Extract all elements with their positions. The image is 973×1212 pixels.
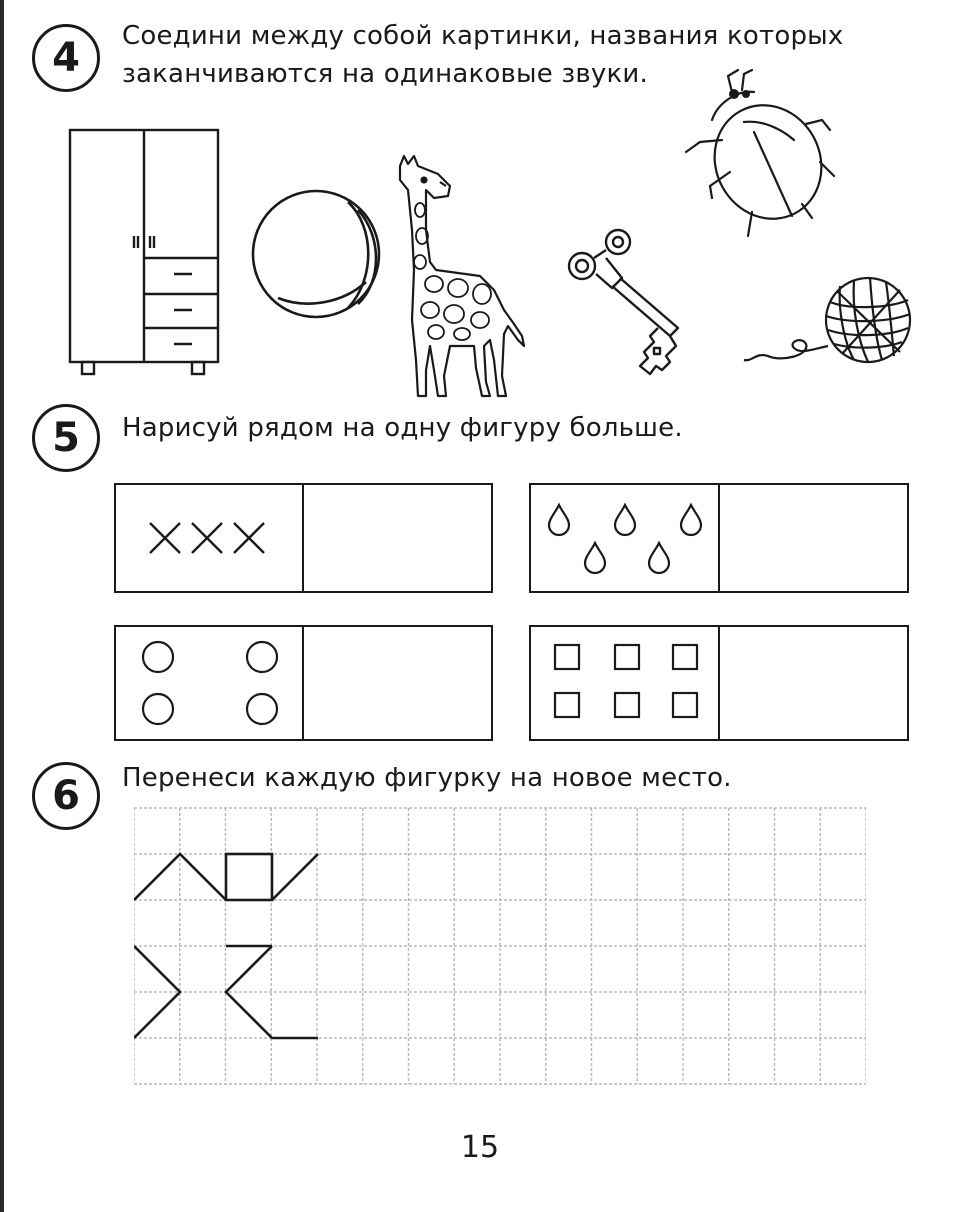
giraffe-icon[interactable] [390, 150, 530, 402]
task-4-number-badge: 4 [32, 24, 100, 92]
task-6-instruction: Перенеси каждую фигурку на новое место. [122, 763, 732, 793]
page-number: 15 [460, 1130, 500, 1165]
shape-box-drops [529, 483, 909, 593]
page-binding-edge [0, 0, 4, 1212]
task-5-number-badge: 5 [32, 404, 100, 472]
drops-group [543, 501, 713, 581]
task-4-instruction-line2: заканчиваются на одинаковые звуки. [122, 59, 648, 89]
circles-answer-area[interactable] [304, 627, 489, 739]
shape-box-crosses [114, 483, 493, 593]
crosses-group [146, 519, 276, 559]
wardrobe-icon[interactable] [66, 128, 222, 380]
squares-group [551, 641, 701, 727]
figure-square [226, 854, 272, 900]
ball-icon[interactable] [248, 186, 384, 322]
task-4-instruction-line1: Соедини между собой картинки, названия которых [122, 21, 844, 51]
task-6-number-badge: 6 [32, 762, 100, 830]
drawing-grid[interactable] [134, 806, 866, 1090]
shape-box-squares [529, 625, 909, 741]
circles-group [138, 639, 282, 729]
beetle-icon[interactable] [682, 66, 840, 242]
drops-answer-area[interactable] [720, 485, 905, 591]
yarn-ball-icon[interactable] [740, 270, 916, 380]
crosses-answer-area[interactable] [304, 485, 489, 591]
figure-diagonal [272, 854, 318, 900]
squares-answer-area[interactable] [720, 627, 905, 739]
key-icon[interactable] [566, 228, 694, 380]
task-5-instruction: Нарисуй рядом на одну фигуру больше. [122, 413, 683, 443]
shape-box-circles [114, 625, 493, 741]
